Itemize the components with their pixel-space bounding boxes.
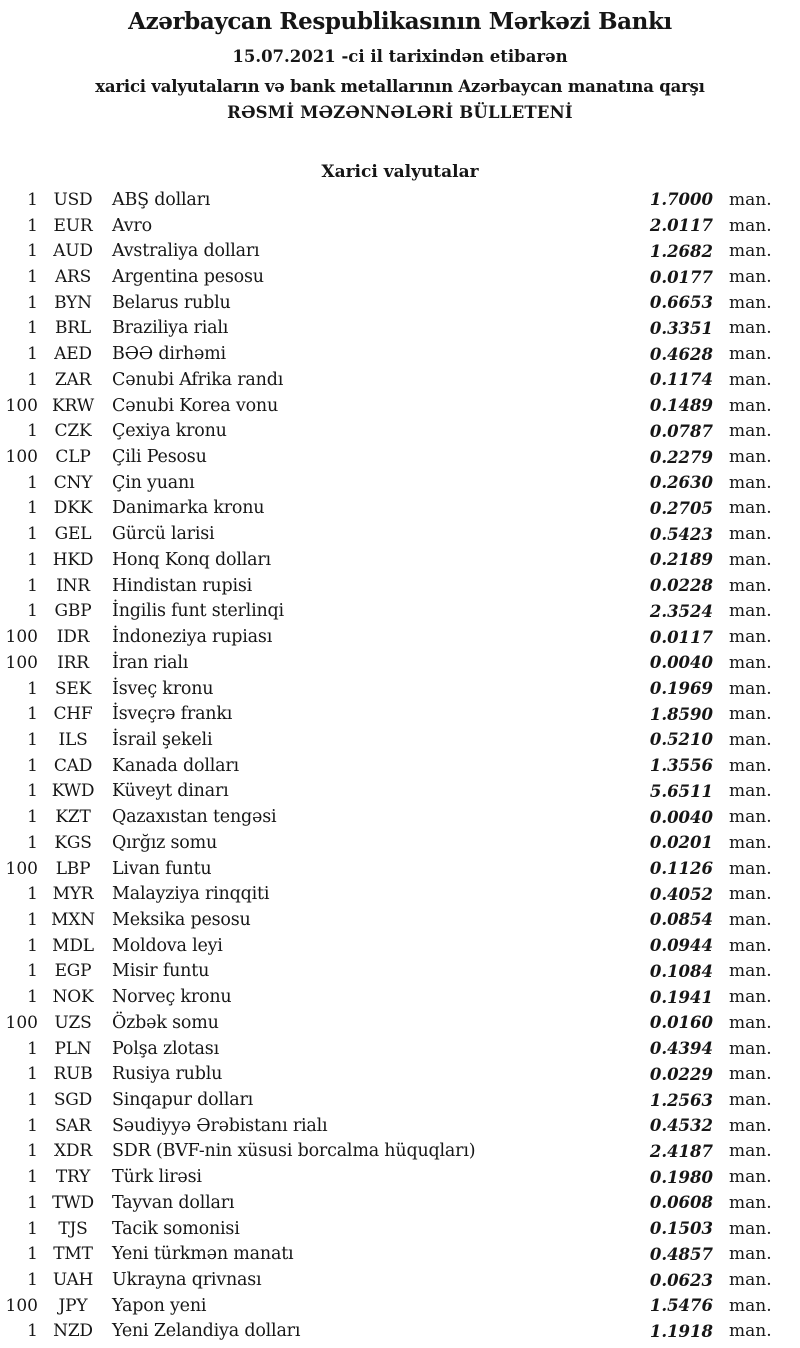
table-row: [0, 290, 772, 316]
table-row: [0, 238, 772, 264]
row-rate-value: 2.4187: [649, 1141, 713, 1161]
row-rate-value: 2.0117: [649, 216, 713, 236]
row-quantity: 1: [27, 575, 38, 596]
bulletin-title: RƏSMİ MƏZƏNNƏLƏRİ BÜLLETENİ: [227, 103, 573, 122]
row-currency-code: RUB: [53, 1064, 93, 1085]
row-unit-label: man.: [729, 549, 772, 570]
table-row: [0, 1216, 772, 1242]
row-currency-name: BƏƏ dirhəmi: [112, 344, 226, 365]
row-currency-code: AED: [54, 344, 92, 365]
row-quantity: 1: [27, 1270, 38, 1291]
row-currency-name: Özbək somu: [112, 1012, 219, 1033]
row-rate-value: 0.0229: [649, 1064, 713, 1084]
table-row: [0, 1010, 772, 1036]
effective-date-line: 15.07.2021 -ci il tarixindən etibarən: [232, 47, 568, 66]
row-unit-label: man.: [729, 935, 772, 956]
row-unit-label: man.: [729, 1012, 772, 1033]
row-currency-name: Çili Pesosu: [112, 447, 207, 468]
row-currency-name: İsrail şekeli: [112, 729, 213, 750]
row-unit-label: man.: [729, 755, 772, 776]
row-quantity: 1: [27, 1115, 38, 1136]
row-unit-label: man.: [729, 884, 772, 905]
table-row: [0, 573, 772, 599]
row-quantity: 1: [27, 189, 38, 210]
row-unit-label: man.: [729, 1115, 772, 1136]
table-row: [0, 1190, 772, 1216]
row-rate-value: 0.0160: [649, 1013, 713, 1033]
row-rate-value: 0.1503: [649, 1219, 713, 1239]
row-currency-code: BYN: [54, 292, 92, 313]
row-quantity: 1: [27, 909, 38, 930]
table-row: [0, 959, 772, 985]
row-unit-label: man.: [729, 1244, 772, 1265]
row-quantity: 1: [27, 781, 38, 802]
row-rate-value: 0.0228: [649, 576, 713, 596]
row-quantity: 1: [27, 678, 38, 699]
table-row: [0, 213, 772, 239]
row-currency-name: Tacik somonisi: [112, 1218, 240, 1239]
row-currency-name: Türk lirəsi: [112, 1167, 202, 1188]
table-row: [0, 1241, 772, 1267]
row-currency-name: Argentina pesosu: [112, 267, 264, 288]
table-row: [0, 701, 772, 727]
row-currency-name: Livan funtu: [112, 858, 212, 879]
row-unit-label: man.: [729, 807, 772, 828]
table-row: [0, 881, 772, 907]
row-currency-code: NZD: [53, 1321, 93, 1342]
row-currency-code: ARS: [54, 267, 92, 288]
table-row: [0, 779, 772, 805]
row-unit-label: man.: [729, 1295, 772, 1316]
row-unit-label: man.: [729, 575, 772, 596]
row-quantity: 100: [5, 1012, 38, 1033]
row-currency-name: İsveçrə frankı: [112, 704, 233, 725]
row-currency-code: EUR: [53, 215, 93, 236]
bank-name: Azərbaycan Respublikasının Mərkəzi Bankı: [128, 8, 672, 35]
row-quantity: 1: [27, 472, 38, 493]
row-currency-name: SDR (BVF-nin xüsusi borcalma hüquqları): [112, 1141, 476, 1162]
row-rate-value: 0.4394: [649, 1039, 713, 1059]
row-rate-value: 0.0040: [649, 807, 713, 827]
row-rate-value: 1.8590: [649, 704, 713, 724]
row-currency-code: USD: [53, 189, 93, 210]
row-currency-name: Rusiya rublu: [112, 1064, 223, 1085]
table-row: [0, 187, 772, 213]
row-rate-value: 0.5210: [649, 730, 713, 750]
table-row: [0, 1139, 772, 1165]
row-unit-label: man.: [729, 241, 772, 262]
row-currency-name: Polşa zlotası: [112, 1038, 219, 1059]
row-currency-name: Honq Konq dolları: [112, 549, 271, 570]
table-row: [0, 264, 772, 290]
row-rate-value: 0.2189: [649, 550, 713, 570]
table-row: [0, 547, 772, 573]
row-currency-code: XDR: [54, 1141, 92, 1162]
row-rate-value: 5.6511: [649, 781, 713, 801]
row-unit-label: man.: [729, 858, 772, 879]
table-row: [0, 521, 772, 547]
row-rate-value: 1.7000: [649, 190, 713, 210]
row-unit-label: man.: [729, 832, 772, 853]
row-quantity: 1: [27, 935, 38, 956]
row-quantity: 1: [27, 524, 38, 545]
row-rate-value: 0.4532: [649, 1116, 713, 1136]
row-currency-name: Qırğız somu: [112, 832, 218, 853]
row-unit-label: man.: [729, 1167, 772, 1188]
row-unit-label: man.: [729, 498, 772, 519]
table-row: [0, 727, 772, 753]
table-row: [0, 804, 772, 830]
row-quantity: 1: [27, 549, 38, 570]
row-quantity: 1: [27, 832, 38, 853]
row-currency-name: Gürcü larisi: [112, 524, 215, 545]
row-quantity: 100: [5, 652, 38, 673]
row-rate-value: 0.0608: [649, 1193, 713, 1213]
row-unit-label: man.: [729, 421, 772, 442]
row-quantity: 1: [27, 1141, 38, 1162]
row-quantity: 1: [27, 215, 38, 236]
row-rate-value: 0.0177: [649, 267, 713, 287]
row-currency-name: İsveç kronu: [112, 678, 214, 699]
row-unit-label: man.: [729, 652, 772, 673]
table-row: [0, 650, 772, 676]
row-quantity: 1: [27, 1192, 38, 1213]
row-rate-value: 0.1174: [649, 370, 713, 390]
row-quantity: 1: [27, 1218, 38, 1239]
row-currency-name: İndoneziya rupiası: [112, 627, 273, 648]
table-row: [0, 470, 772, 496]
row-unit-label: man.: [729, 987, 772, 1008]
table-row: [0, 856, 772, 882]
row-quantity: 1: [27, 292, 38, 313]
row-quantity: 1: [27, 267, 38, 288]
row-currency-code: KRW: [52, 395, 94, 416]
row-rate-value: 0.3351: [649, 318, 713, 338]
row-unit-label: man.: [729, 524, 772, 545]
row-currency-code: CHF: [53, 704, 93, 725]
table-row: [0, 1061, 772, 1087]
row-unit-label: man.: [729, 627, 772, 648]
row-currency-code: TMT: [53, 1244, 93, 1265]
row-currency-name: Cənubi Korea vonu: [112, 395, 279, 416]
row-quantity: 100: [5, 447, 38, 468]
row-currency-name: Braziliya rialı: [112, 318, 229, 339]
row-unit-label: man.: [729, 1218, 772, 1239]
row-unit-label: man.: [729, 729, 772, 750]
row-unit-label: man.: [729, 472, 772, 493]
row-currency-code: SAR: [54, 1115, 92, 1136]
row-rate-value: 0.1980: [649, 1167, 713, 1187]
row-unit-label: man.: [729, 1038, 772, 1059]
row-rate-value: 0.0623: [649, 1270, 713, 1290]
rates-table: [0, 187, 772, 1344]
row-currency-code: KGS: [54, 832, 92, 853]
row-rate-value: 0.1489: [649, 396, 713, 416]
row-unit-label: man.: [729, 781, 772, 802]
row-currency-code: AUD: [53, 241, 93, 262]
row-quantity: 1: [27, 1090, 38, 1111]
row-currency-name: Yapon yeni: [112, 1295, 207, 1316]
row-currency-code: TJS: [58, 1218, 88, 1239]
table-row: [0, 753, 772, 779]
row-currency-name: Meksika pesosu: [112, 909, 251, 930]
row-rate-value: 0.0040: [649, 653, 713, 673]
row-unit-label: man.: [729, 1090, 772, 1111]
table-row: [0, 1164, 772, 1190]
row-rate-value: 0.0201: [649, 833, 713, 853]
row-currency-name: Tayvan dolları: [112, 1192, 235, 1213]
row-unit-label: man.: [729, 292, 772, 313]
row-rate-value: 2.3524: [649, 601, 713, 621]
row-rate-value: 0.0787: [649, 421, 713, 441]
table-row: [0, 393, 772, 419]
row-quantity: 100: [5, 858, 38, 879]
row-quantity: 1: [27, 318, 38, 339]
row-unit-label: man.: [729, 189, 772, 210]
row-currency-code: PLN: [54, 1038, 92, 1059]
row-unit-label: man.: [729, 447, 772, 468]
row-currency-code: CZK: [54, 421, 92, 442]
row-rate-value: 0.0117: [649, 627, 713, 647]
row-currency-code: SEK: [54, 678, 92, 699]
row-currency-name: ABŞ dolları: [112, 189, 211, 210]
row-currency-code: ILS: [58, 729, 88, 750]
row-quantity: 1: [27, 1244, 38, 1265]
table-row: [0, 1319, 772, 1345]
row-unit-label: man.: [729, 318, 772, 339]
table-row: [0, 367, 772, 393]
table-row: [0, 676, 772, 702]
row-currency-code: GBP: [54, 601, 92, 622]
row-quantity: 1: [27, 369, 38, 390]
row-unit-label: man.: [729, 909, 772, 930]
row-currency-name: Moldova leyi: [112, 935, 223, 956]
row-quantity: 1: [27, 704, 38, 725]
row-currency-code: CLP: [55, 447, 91, 468]
table-row: [0, 1087, 772, 1113]
row-currency-code: LBP: [55, 858, 91, 879]
row-quantity: 1: [27, 498, 38, 519]
row-unit-label: man.: [729, 601, 772, 622]
row-unit-label: man.: [729, 1192, 772, 1213]
row-currency-code: SGD: [53, 1090, 93, 1111]
row-quantity: 1: [27, 755, 38, 776]
row-rate-value: 0.2705: [649, 498, 713, 518]
row-unit-label: man.: [729, 1141, 772, 1162]
row-unit-label: man.: [729, 961, 772, 982]
row-quantity: 1: [27, 1038, 38, 1059]
row-quantity: 1: [27, 961, 38, 982]
row-quantity: 1: [27, 1064, 38, 1085]
row-unit-label: man.: [729, 1321, 772, 1342]
row-currency-code: GEL: [54, 524, 92, 545]
row-quantity: 1: [27, 241, 38, 262]
row-currency-code: KWD: [51, 781, 95, 802]
row-currency-code: UZS: [54, 1012, 92, 1033]
table-row: [0, 496, 772, 522]
row-quantity: 1: [27, 729, 38, 750]
table-row: [0, 624, 772, 650]
row-currency-name: Avro: [112, 215, 152, 236]
row-rate-value: 0.1969: [649, 679, 713, 699]
row-quantity: 100: [5, 627, 38, 648]
subject-line: xarici valyutaların və bank metallarının Azərbaycan manatına qarşı: [95, 77, 705, 96]
row-rate-value: 1.3556: [649, 756, 713, 776]
row-currency-code: MXN: [51, 909, 95, 930]
table-row: [0, 316, 772, 342]
row-currency-code: TRY: [55, 1167, 91, 1188]
row-currency-name: Belarus rublu: [112, 292, 231, 313]
row-currency-code: ZAR: [54, 369, 92, 390]
row-currency-code: BRL: [55, 318, 91, 339]
row-currency-code: CAD: [53, 755, 93, 776]
row-currency-name: Kanada dolları: [112, 755, 239, 776]
bulletin-header: [0, 7, 800, 125]
row-unit-label: man.: [729, 344, 772, 365]
row-currency-name: Norveç kronu: [112, 987, 232, 1008]
row-quantity: 1: [27, 1167, 38, 1188]
row-currency-name: Küveyt dinarı: [112, 781, 229, 802]
row-rate-value: 0.1084: [649, 961, 713, 981]
row-rate-value: 0.2630: [649, 473, 713, 493]
row-rate-value: 0.4857: [649, 1244, 713, 1264]
row-currency-code: NOK: [52, 987, 94, 1008]
row-rate-value: 0.1126: [649, 859, 713, 879]
row-rate-value: 0.2279: [649, 447, 713, 467]
row-rate-value: 0.0944: [649, 936, 713, 956]
row-currency-name: Çexiya kronu: [112, 421, 227, 442]
row-quantity: 100: [5, 1295, 38, 1316]
table-row: [0, 984, 772, 1010]
row-currency-code: KZT: [55, 807, 91, 828]
row-currency-code: DKK: [53, 498, 93, 519]
row-rate-value: 0.0854: [649, 910, 713, 930]
row-currency-name: Cənubi Afrika randı: [112, 369, 284, 390]
row-rate-value: 0.5423: [649, 524, 713, 544]
table-row: [0, 1113, 772, 1139]
table-row: [0, 1267, 772, 1293]
row-currency-name: İran rialı: [112, 652, 189, 673]
row-rate-value: 0.4628: [649, 344, 713, 364]
table-row: [0, 1036, 772, 1062]
row-quantity: 1: [27, 421, 38, 442]
table-row: [0, 1293, 772, 1319]
row-currency-name: Avstraliya dolları: [112, 241, 260, 262]
row-unit-label: man.: [729, 369, 772, 390]
row-currency-code: IRR: [57, 652, 89, 673]
row-currency-code: TWD: [52, 1192, 94, 1213]
row-currency-name: Səudiyyə Ərəbistanı rialı: [112, 1115, 328, 1136]
row-currency-code: MDL: [52, 935, 94, 956]
row-currency-name: İngilis funt sterlinqi: [112, 601, 284, 622]
row-quantity: 1: [27, 601, 38, 622]
table-row: [0, 418, 772, 444]
row-currency-code: CNY: [53, 472, 93, 493]
row-unit-label: man.: [729, 267, 772, 288]
row-rate-value: 0.1941: [649, 987, 713, 1007]
row-unit-label: man.: [729, 1064, 772, 1085]
section-title-foreign-currencies: Xarici valyutalar: [321, 162, 479, 182]
row-currency-name: Çin yuanı: [112, 472, 195, 493]
row-unit-label: man.: [729, 215, 772, 236]
table-row: [0, 933, 772, 959]
row-rate-value: 1.1918: [649, 1321, 713, 1341]
table-row: [0, 341, 772, 367]
row-quantity: 1: [27, 1321, 38, 1342]
table-row: [0, 907, 772, 933]
row-unit-label: man.: [729, 678, 772, 699]
row-quantity: 1: [27, 344, 38, 365]
row-unit-label: man.: [729, 704, 772, 725]
row-currency-code: HKD: [52, 549, 94, 570]
row-currency-code: IDR: [56, 627, 90, 648]
row-unit-label: man.: [729, 395, 772, 416]
row-currency-code: EGP: [54, 961, 92, 982]
row-unit-label: man.: [729, 1270, 772, 1291]
row-rate-value: 0.6653: [649, 293, 713, 313]
row-currency-name: Yeni türkmən manatı: [112, 1244, 294, 1265]
row-currency-code: INR: [56, 575, 90, 596]
row-rate-value: 0.4052: [649, 884, 713, 904]
table-row: [0, 444, 772, 470]
row-currency-name: Sinqapur dolları: [112, 1090, 254, 1111]
row-quantity: 1: [27, 987, 38, 1008]
row-rate-value: 1.5476: [649, 1296, 713, 1316]
row-currency-code: UAH: [52, 1270, 94, 1291]
row-quantity: 1: [27, 884, 38, 905]
table-row: [0, 599, 772, 625]
row-currency-code: JPY: [58, 1295, 88, 1316]
row-currency-name: Ukrayna qrivnası: [112, 1270, 262, 1291]
row-rate-value: 1.2563: [649, 1090, 713, 1110]
row-currency-name: Misir funtu: [112, 961, 210, 982]
table-row: [0, 830, 772, 856]
row-quantity: 100: [5, 395, 38, 416]
row-currency-name: Qazaxıstan tengəsi: [112, 807, 277, 828]
row-currency-code: MYR: [52, 884, 94, 905]
row-currency-name: Danimarka kronu: [112, 498, 265, 519]
row-currency-name: Malayziya rinqqiti: [112, 884, 270, 905]
row-quantity: 1: [27, 807, 38, 828]
row-rate-value: 1.2682: [649, 241, 713, 261]
row-currency-name: Yeni Zelandiya dolları: [112, 1321, 301, 1342]
row-currency-name: Hindistan rupisi: [112, 575, 253, 596]
